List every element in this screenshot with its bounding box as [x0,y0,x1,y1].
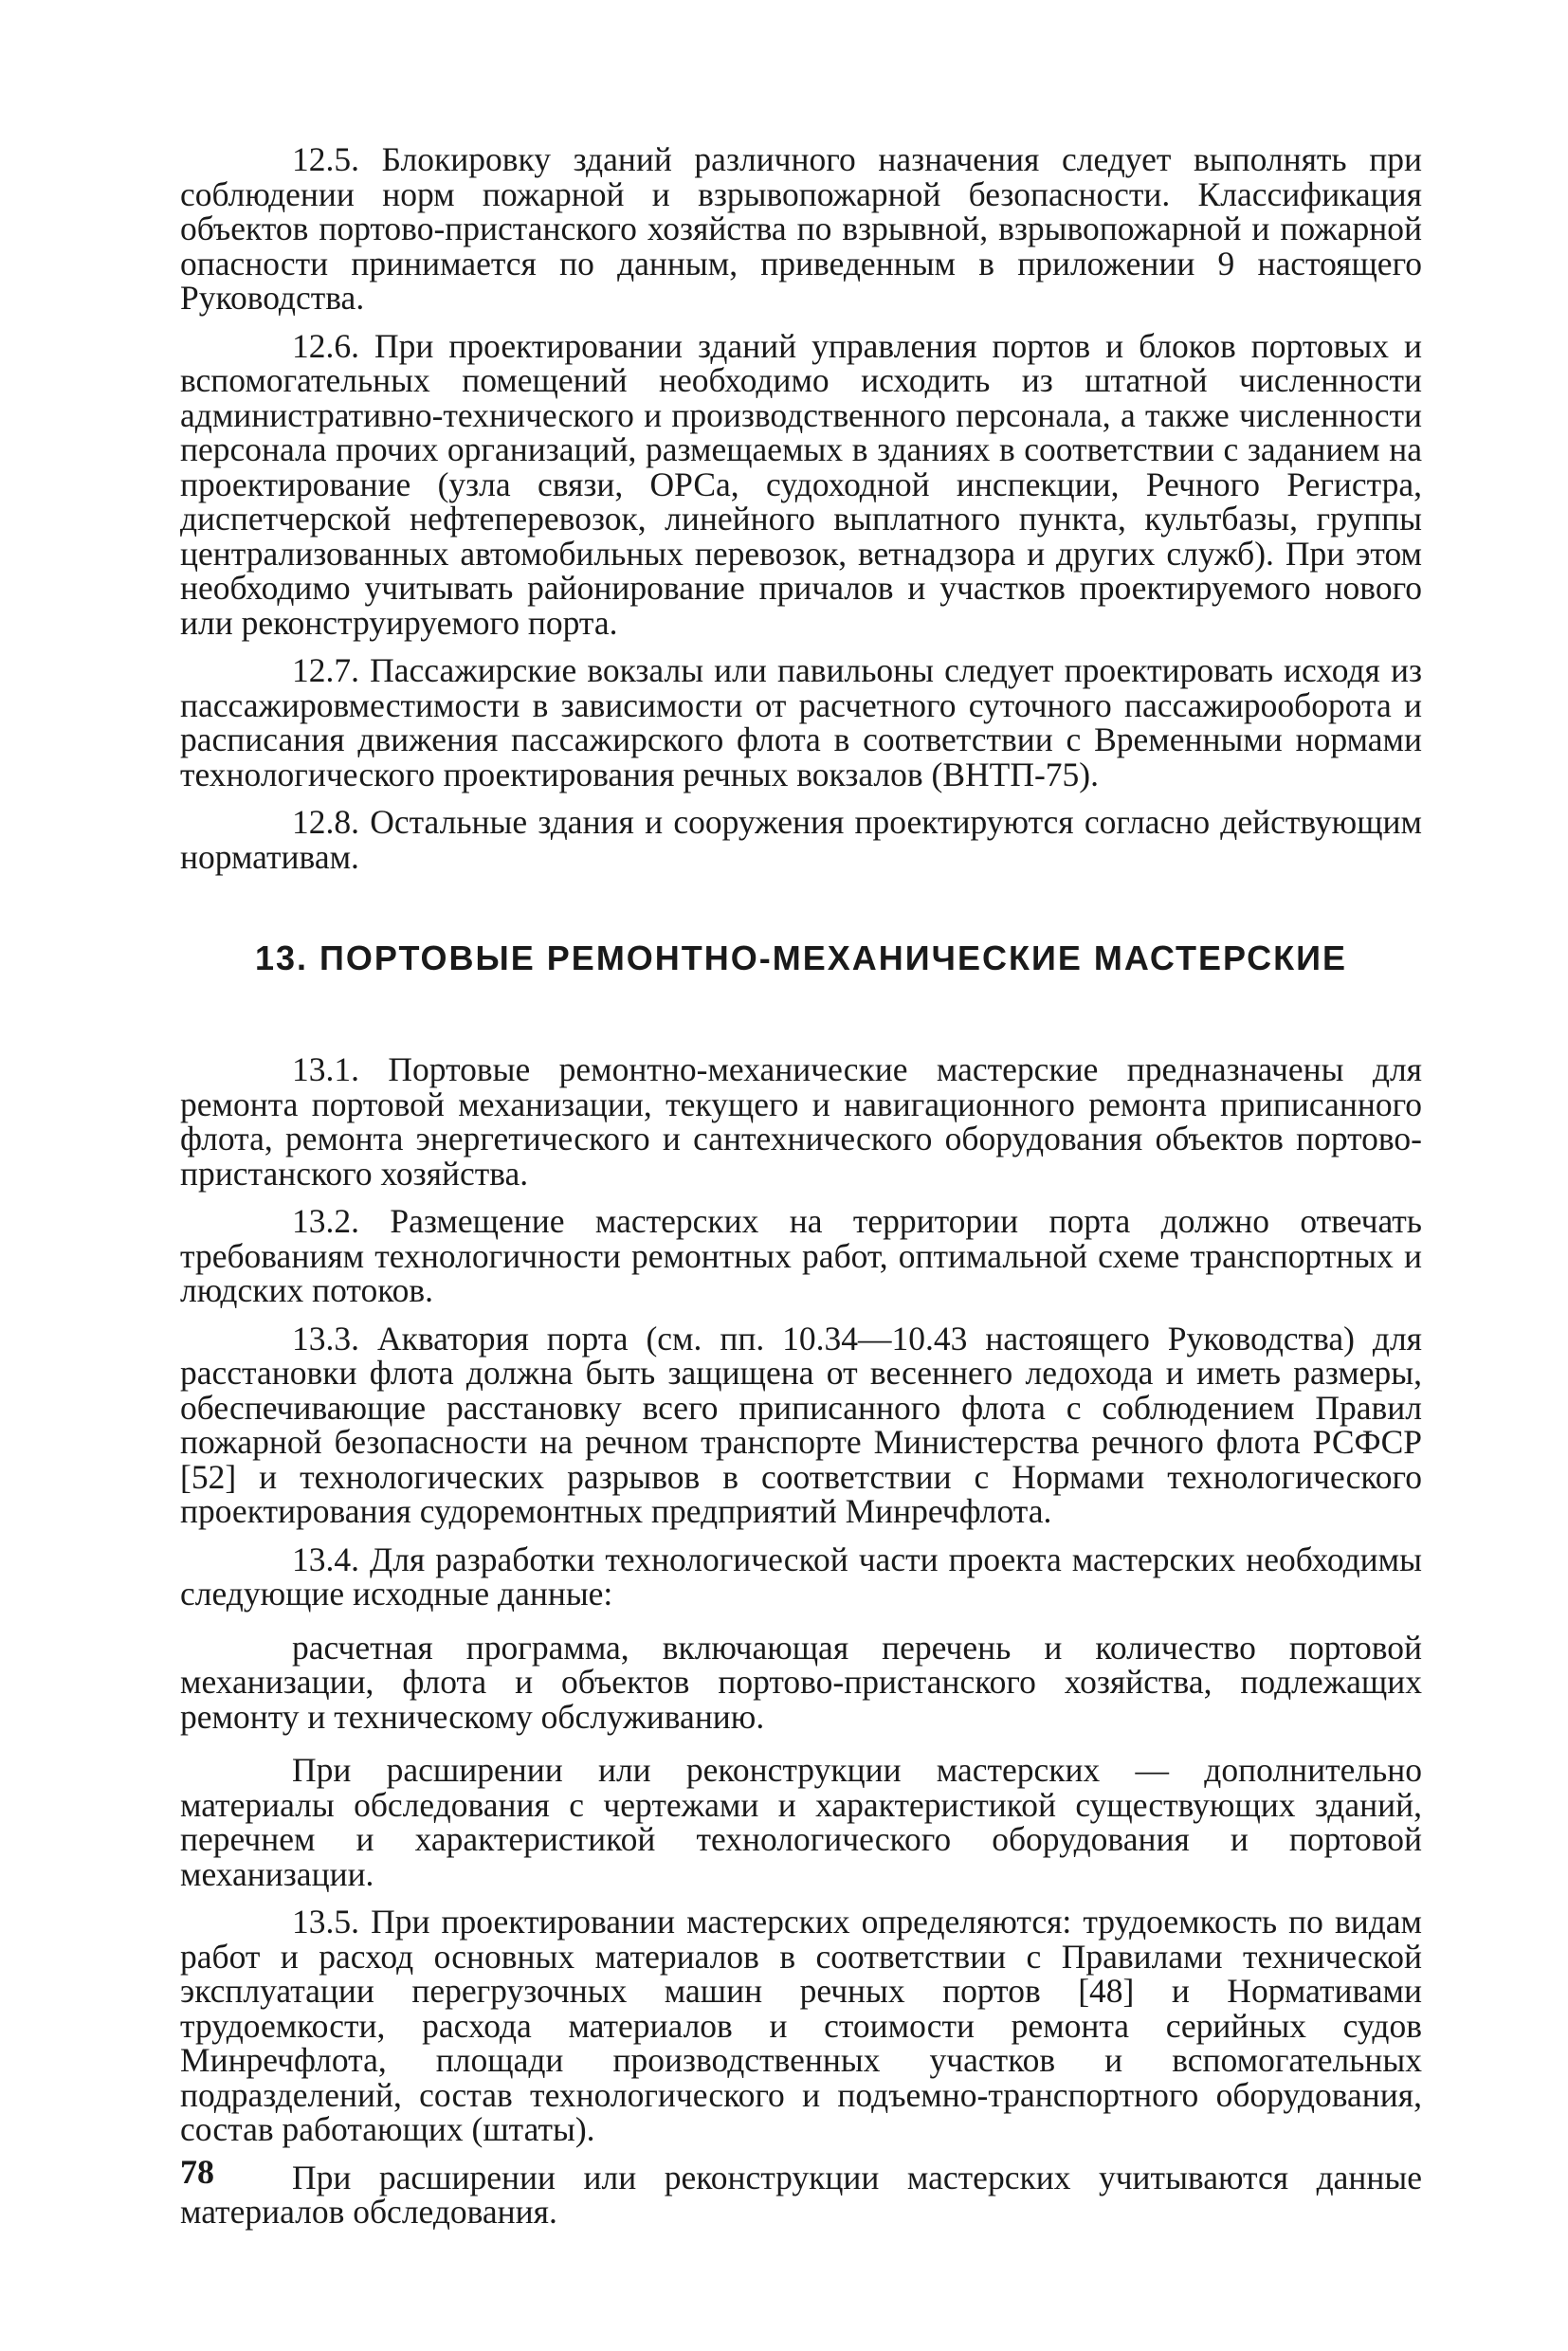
paragraph-13-4-extension: При расширении или реконструкции мастерских — дополнительно материалы обследования с чертежами и характеристикой существующих зданий, перечнем и характеристикой технологического оборудования и портовой механизации. [180,1751,1422,1893]
paragraph-13-5: 13.5. При проектировании мастерских определяются: трудоемкость по видам работ и расход основных материалов в соответствии с Правилами технической эксплуатации перегрузочных машин речных портов [48] и Нормативами трудоемкости, расхода материалов и стоимости ремонта серийных судов Минречфлота, площади производственных участков и вспомогательных подразделений, состав технологического и подъемно-транспортного оборудования, состав работающих (штаты). [180,1903,1422,2148]
page-body [180,142,1422,2230]
section-heading: 13. ПОРТОВЫЕ РЕМОНТНО-МЕХАНИЧЕСКИЕ МАСТЕРСКИЕ [254,939,1348,977]
paragraph-13-3: 13.3. Акватория порта (см. пп. 10.34—10.43 настоящего Руководства) для расстановки флота должна быть защищена от весеннего ледохода и иметь размеры, обеспечивающие расстановку всего приписанного флота с соблюдением Правил пожарной безопасности на речном транспорте Министерства речного флота РСФСР [52] и технологических разрывов в соответствии с Нормами технологического проектирования судоремонтных предприятий Минречфлота. [180,1319,1422,1530]
paragraph-12-6: 12.6. При проектировании зданий управления портов и блоков портовых и вспомогательных помещений необходимо исходить из штатной численности административно-технического и производственного персонала, а также численности персонала прочих организаций, размещаемых в зданиях в соответствии с заданием на проектирование (узла связи, ОРСа, судоходной инспекции, Речного Регистра, диспетчерской нефтеперевозок, линейного выплатного пункта, культбазы, группы централизованных автомобильных перевозок, ветнадзора и других служб). При этом необходимо учитывать районирование причалов и участков проектируемого нового или реконструируемого порта. [180,326,1422,642]
paragraph-13-4: 13.4. Для разработки технологической части проекта мастерских необходимы следующие исходные данные: [180,1540,1422,1613]
paragraph-13-2: 13.2. Размещение мастерских на территории порта должно отвечать требованиям технологичности ремонтных работ, оптимальной схеме транспортных и людских потоков. [180,1202,1422,1309]
page-number: 78 [180,2153,214,2191]
paragraph-12-7: 12.7. Пассажирские вокзалы или павильоны следует проектировать исходя из пассажировместимости в зависимости от расчетного суточного пассажирооборота и расписания движения пассажирского флота в соответствии с Временными нормами технологического проектирования речных вокзалов (ВНТП-75). [180,651,1422,793]
paragraph-13-5-extension: При расширении или реконструкции мастерских учитываются данные материалов обследования. [180,2158,1422,2231]
paragraph-13-4-item: расчетная программа, включающая перечень и количество портовой механизации, флота и объектов портово-пристанского хозяйства, подлежащих ремонту и техническому обслуживанию. [180,1628,1422,1736]
paragraph-12-5: 12.5. Блокировку зданий различного назначения следует выполнять при соблюдении норм пожарной и взрывопожарной безопасности. Классификация объектов портово-пристанского хозяйства по взрывной, взрывопожарной и пожарной опасности принимается по данным, приведенным в приложении 9 настоящего Руководства. [180,140,1422,317]
paragraph-12-8: 12.8. Остальные здания и сооружения проектируются согласно действующим нормативам. [180,803,1422,876]
paragraph-13-1: 13.1. Портовые ремонтно-механические мастерские предназначены для ремонта портовой механизации, текущего и навигационного ремонта приписанного флота, ремонта энергетического и сантехнического оборудования объектов портово-пристанского хозяйства. [180,1050,1422,1193]
